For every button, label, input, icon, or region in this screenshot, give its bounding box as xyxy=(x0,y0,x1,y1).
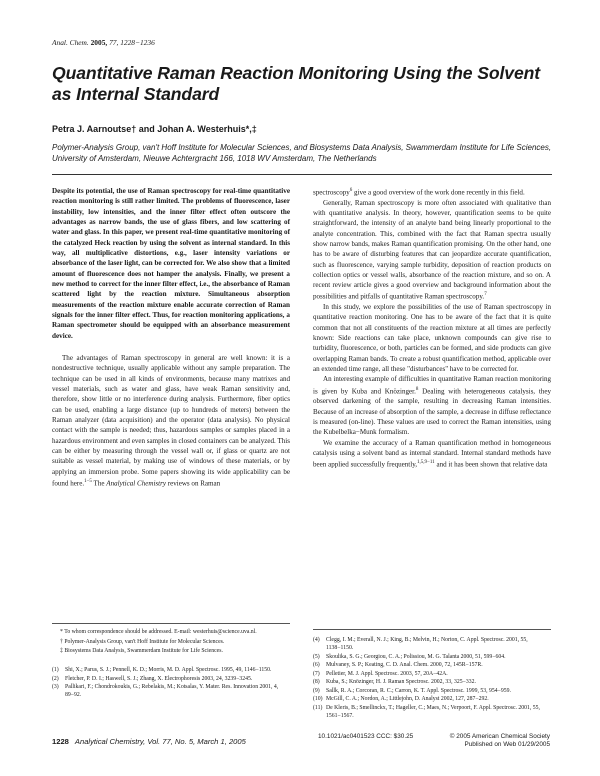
reference-text: Skoulika, S. G.; Georgiou, C. A.; Polissiou, M. G. Talanta 2000, 51, 599−604. xyxy=(326,653,506,660)
body-paragraph xyxy=(313,438,551,470)
footer-row xyxy=(318,733,550,741)
reference-item xyxy=(313,687,551,695)
page-footer-right xyxy=(318,733,550,749)
reference-text: Fletcher, P. D. I.; Haswell, S. J.; Zhang, X. Electrophoresis 2003, 24, 3239−3245. xyxy=(65,675,253,682)
body-paragraph xyxy=(313,374,551,437)
author-affiliation: Polymer-Analysis Group, van't Hoff Institute for Molecular Sciences, and Biosystems Data Analysis, Swammerdam Institute for Life Sciences, University of Amsterdam, Nieuwe Achtergracht 166, 1018 WV Amsterdam, The Netherlands xyxy=(52,143,552,163)
reference-item xyxy=(313,636,551,652)
paragraph-text-tail: Dealing with heterogeneous catalysis, they observed darkening of the sample, resulting in decreasing Raman intensities. Because of an increase of absorption of the sample, a decrease in diffuse reflectance is measured (on-line). These values are used to correct the Raman intensities, using the Kubelbelka−Munk formalism. xyxy=(313,386,551,437)
page-footer-left xyxy=(52,737,246,746)
references-left xyxy=(52,666,290,700)
left-column xyxy=(52,186,290,489)
continued-text: spectroscopy xyxy=(313,188,350,197)
reference-item xyxy=(313,661,551,669)
reference-item xyxy=(313,695,551,703)
reference-text: McGill, C. A.; Nordon, A.; Littlejohn, D. Analyst 2002, 127, 287−292. xyxy=(326,696,489,703)
reference-item xyxy=(52,683,290,699)
right-column xyxy=(313,186,551,470)
footnotes xyxy=(52,628,290,657)
reference-number: (2) xyxy=(52,675,59,682)
footnote-affiliation-2: ‡ Biosystems Data Analysis, Swammerdam Institute for Life Sciences. xyxy=(60,648,223,655)
body-paragraph-continued xyxy=(313,186,551,198)
article-authors: Petra J. Aarnoutse† and Johan A. Westerhuis*,‡ xyxy=(52,124,257,134)
page-number: 1228 xyxy=(52,737,69,746)
reference-text: Shi, X.; Parus, S. J.; Pennell, K. D.; Morris, M. D. Appl. Spectrosc. 1995, 49, 1146−1150. xyxy=(65,667,272,673)
reference-number: (3) xyxy=(52,684,59,690)
reference-number: (10) xyxy=(313,696,323,703)
footnote-affiliation-1: † Polymer-Analysis Group, van't Hoff Institute for Molecular Sciences. xyxy=(60,638,225,645)
reference-number: (6) xyxy=(313,662,320,669)
paragraph-text-tail: and it has been shown that relative data xyxy=(434,460,548,469)
reference-text: Mulvaney, S. P.; Keating, C. D. Anal. Chem. 2000, 72, 145R−157R. xyxy=(326,662,483,669)
references-divider xyxy=(313,629,551,630)
reference-item xyxy=(313,678,551,686)
reference-text: Pelletier, M. J. Appl. Spectrosc. 2003, 57, 20A−42A. xyxy=(326,670,448,677)
reference-text: Clegg, I. M.; Everall, N. J.; King, B.; Melvin, H.; Norton, C. Appl. Spectrosc. 2001, 55, 1138−1150. xyxy=(326,637,528,652)
reference-number: (4) xyxy=(313,637,320,643)
paragraph-text: We examine the accuracy of a Raman quantification method in homogeneous catalysis using a solvent band as internal standard. Internal standard methods have been applied successfully frequently, xyxy=(313,438,551,469)
paragraph-text: An interesting example of difficulties in quantitative Raman reaction monitoring is given by Kuba and Knözinger. xyxy=(313,375,551,395)
citation: 8 xyxy=(415,386,419,392)
reference-item xyxy=(313,653,551,661)
footnote-divider xyxy=(52,623,290,624)
journal-italic: Analytical Chemistry xyxy=(106,479,166,488)
header-divider xyxy=(52,174,552,175)
intro-text-tail: The xyxy=(91,479,107,488)
reference-item xyxy=(313,704,551,720)
reference-text: Kuba, S.; Knözinger, H. J. Raman Spectrosc. 2002, 33, 325−332. xyxy=(326,679,476,686)
abstract: Despite its potential, the use of Raman spectroscopy for real-time quantitative reaction monitoring is still rather limited. The problems of fluorescence, laser instability, low intensities, and the inner filter effect often outscore the advantages as narrow bands, the use of glass fibers, and low scattering of water and glass. In this paper, we present real-time quantitative monitoring of the catalyzed Heck reaction by using the solvent as internal standard. In this way, all multiplicative distortions, e.g., laser intensity variations or absorbance of the laser light, can be corrected for. We also show that a limited amount of fluorescence does not hamper the analysis. Finally, we present a new method to correct for the inner filter effect, i.e., the absorbance of Raman scattered light by the reaction mixture. Simultaneous absorption measurements of the reaction mixture enable accurate correction of Raman signals for the inner filter effect. Thus, for reaction monitoring applications, a Raman spectrometer should be equipped with an absorbance measurement device. xyxy=(52,187,290,340)
reference-number: (9) xyxy=(313,687,320,694)
reference-number: (7) xyxy=(313,670,320,677)
citation: 7 xyxy=(484,292,487,298)
body-paragraph xyxy=(313,198,551,302)
doi: 10.1021/ac0401523 CCC: $30.25 xyxy=(318,733,414,740)
reference-item xyxy=(52,666,290,674)
footnote-correspondence: * To whom correspondence should be addressed. E-mail: westerhuis@science.uva.nl. xyxy=(60,629,257,635)
journal-reference xyxy=(52,38,155,47)
reference-item xyxy=(52,675,290,683)
reference-number: (1) xyxy=(52,667,59,673)
reference-item xyxy=(313,670,551,678)
reference-text: Sallk, R. A.; Corcoran, R. C.; Carron, K. T. Appl. Spectrosc. 1999, 53, 954−959. xyxy=(326,687,511,694)
citation: 1,5,9−11 xyxy=(417,460,435,466)
reference-number: (8) xyxy=(313,679,320,686)
reference-text: De Kleris, B.; Smellinckx, T.; Hageller, C.; Maes, N.; Verpoort, F. Appl. Spectrosc. 2001, 55, 1561−1567. xyxy=(326,704,540,719)
footer-journal: Analytical Chemistry, Vol. 77, No. 5, March 1, 2005 xyxy=(74,737,246,746)
reference-text: Pallikari, F.; Chondrokoukis, G.; Rebelakis, M.; Kotsalas, Y. Mater. Res. Innovation 2001, 4, 89−92. xyxy=(65,684,279,699)
citation: 1−5 xyxy=(84,478,92,484)
paragraph-text: Generally, Raman spectroscopy is more often associated with qualitative than with quantitative analysis. In theory, however, quantification seems to be quite straightforward, the intensity of an analyte band being linearly proportional to the analyte concentration. This, combined with the fact that Raman spectra usually show narrow bands, makes Raman quantification promising. On the other hand, one has to be aware of disturbing features that can jeopardize accurate quantification, such as fluorescence, varying sample turbidity, deposition of reaction products on collection optics or vessel walls, absorbance of the reaction mixture, and so on. A recent review article gives a good overview and background information about the possibilities and pitfalls of quantitative Raman spectroscopy. xyxy=(313,198,551,301)
journal-year: 2005, xyxy=(90,38,108,47)
body-paragraph-intro xyxy=(52,353,290,488)
article-title: Quantitative Raman Reaction Monitoring Using the Solvent as Internal Standard xyxy=(52,63,541,104)
copyright: © 2005 American Chemical Society xyxy=(449,733,550,740)
journal-volume: 77, xyxy=(109,38,119,47)
intro-text: The advantages of Raman spectroscopy in general are well known: it is a nondestructive technique, usually applicable without any sample preparation. The technique can be used in all kinds of environments, because many matrixes and vessel materials, such as water and glass, have weak Raman sensitivity and, therefore, show little or no interference during analysis. Furthermore, fiber optics can be used, enabling a large distance (up to hundreds of meters) between the Raman analyzer (data acquisition) and the operator (data analysis). No physical contact with the sample is needed; thus, hazardous samples or samples placed in a hazardous environment and even samples in closed containers can be analyzed. This can be either by measuring through the vessel wall or, if glass or quartz are not suitable as vessel material, by making use of windows of these materials, or by applying an immersion probe. Some papers showing its wide applicability can be found here. xyxy=(52,354,290,488)
references-right xyxy=(313,636,551,720)
published-date: Published on Web 01/29/2005 xyxy=(464,741,550,749)
reference-number: (11) xyxy=(313,704,323,711)
journal-name: Anal. Chem. xyxy=(52,38,89,47)
continued-text-tail: give a good overview of the work done recently in this field. xyxy=(352,188,525,197)
body-paragraph: In this study, we explore the possibilities of the use of Raman spectroscopy in quantitative reaction monitoring. One has to be aware of the fact that it is quite common that not all constituents of the reaction mixture at all times are perfectly known: Side reactions can take place, unknown compounds can give rise to turbidity, fluorescence, or both, particles can be formed, and side products can give overlapping Raman bands. To create a robust quantification method, applicable over an extended time range, all these "disturbances" have to be corrected for. xyxy=(313,303,551,373)
intro-text-end: reviews on Raman xyxy=(165,479,221,488)
reference-number: (5) xyxy=(313,653,320,660)
journal-pages: 1228−1236 xyxy=(120,38,155,47)
section-gap xyxy=(52,341,290,353)
citation: 6 xyxy=(349,188,353,193)
